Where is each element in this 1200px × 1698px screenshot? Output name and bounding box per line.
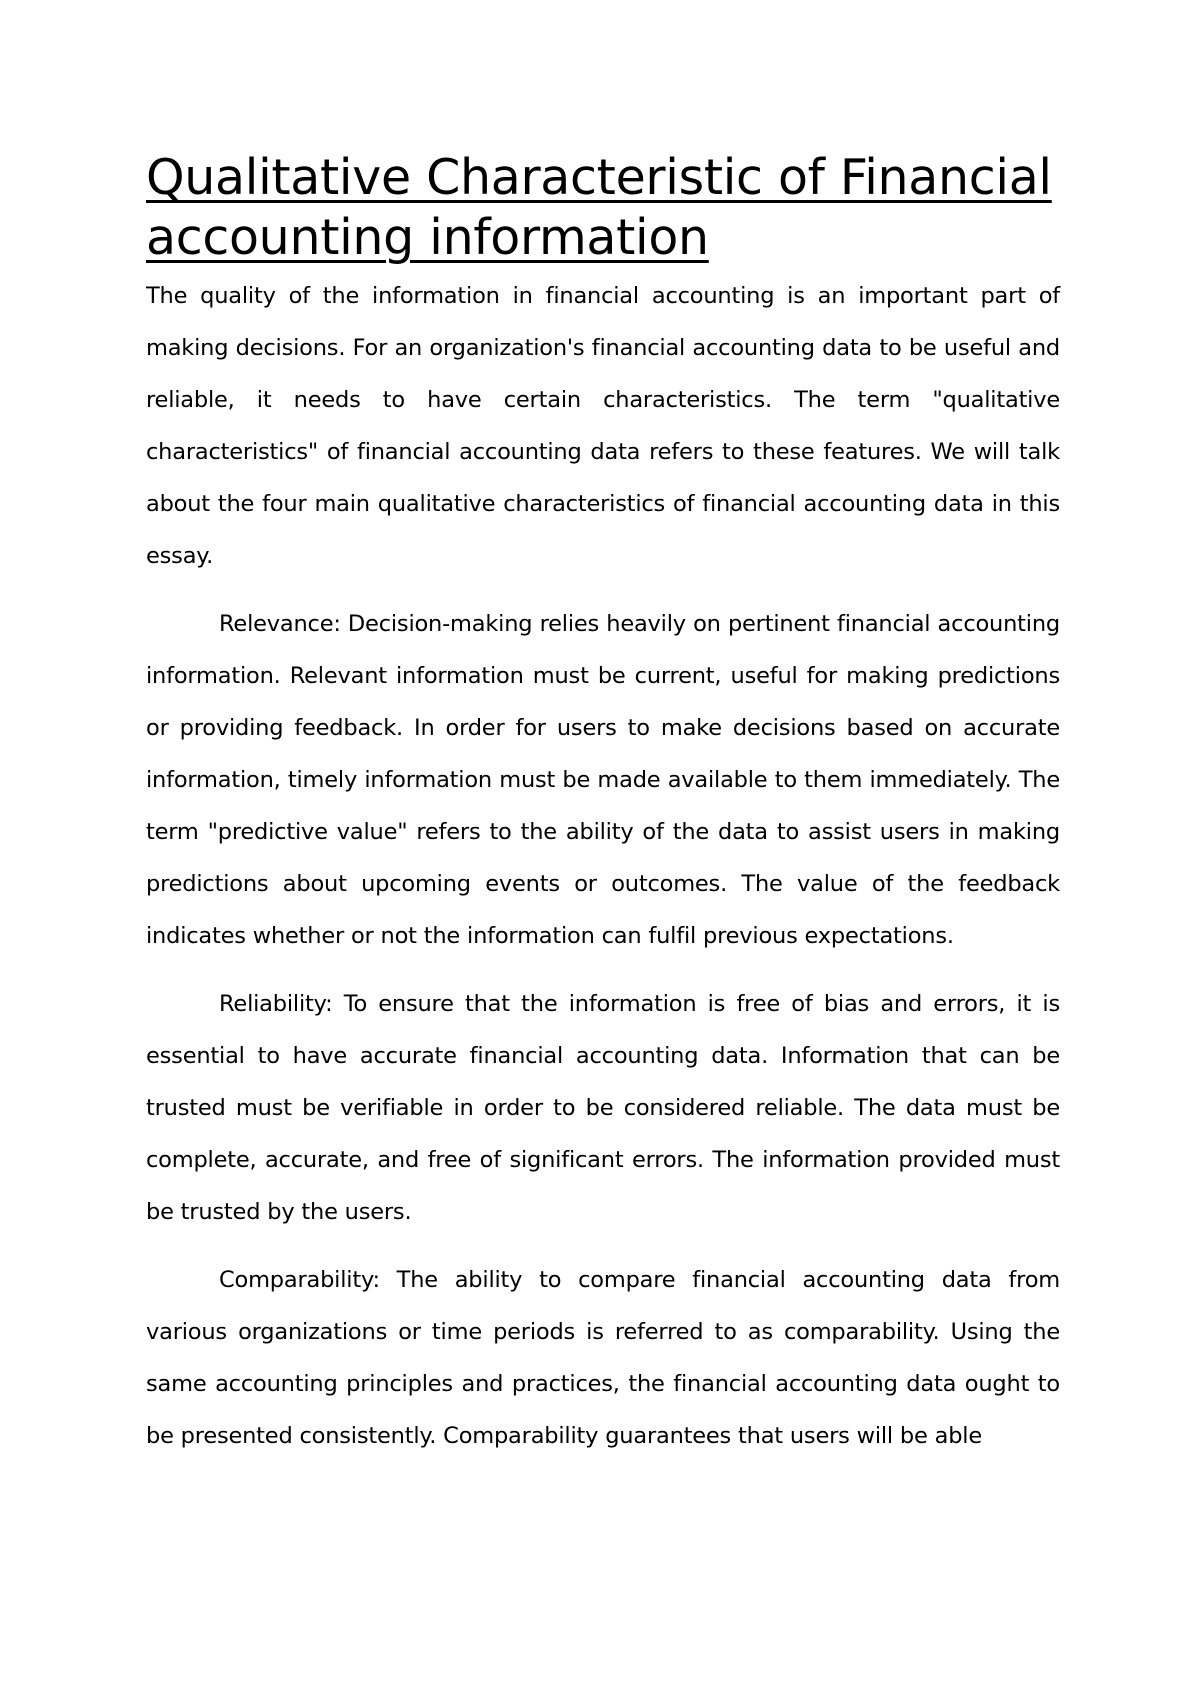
document-content — [146, 148, 1060, 1462]
comparability-paragraph: Comparability: The ability to compare financial accounting data from various organizations or time periods is referred to as comparability. Using the same accounting principles and practices, the financial accounting data ought to be presented consistently. Comparability guarantees that users will be able — [146, 1267, 1060, 1449]
document-title: Qualitative Characteristic of Financial accounting information — [146, 149, 1052, 266]
reliability-paragraph: Reliability: To ensure that the information is free of bias and errors, it is essential to have accurate financial accounting data. Information that can be trusted must be verifiable in order to be considered reliable. The data must be complete, accurate, and free of significant errors. The information provided must be trusted by the users. — [146, 991, 1060, 1225]
relevance-paragraph: Relevance: Decision-making relies heavily on pertinent financial accounting information. Relevant information must be current, useful for making predictions or providing feedback. In order for users to make decisions based on accurate information, timely information must be made available to them immediately. The term "predictive value" refers to the ability of the data to assist users in making predictions about upcoming events or outcomes. The value of the feedback indicates whether or not the information can fulfil previous expectations. — [146, 611, 1060, 949]
intro-paragraph: The quality of the information in financial accounting is an important part of making decisions. For an organization's financial accounting data to be useful and reliable, it needs to have certain characteristics. The term "qualitative characteristics" of financial accounting data refers to these features. We will talk about the four main qualitative characteristics of financial accounting data in this essay. — [146, 283, 1060, 569]
